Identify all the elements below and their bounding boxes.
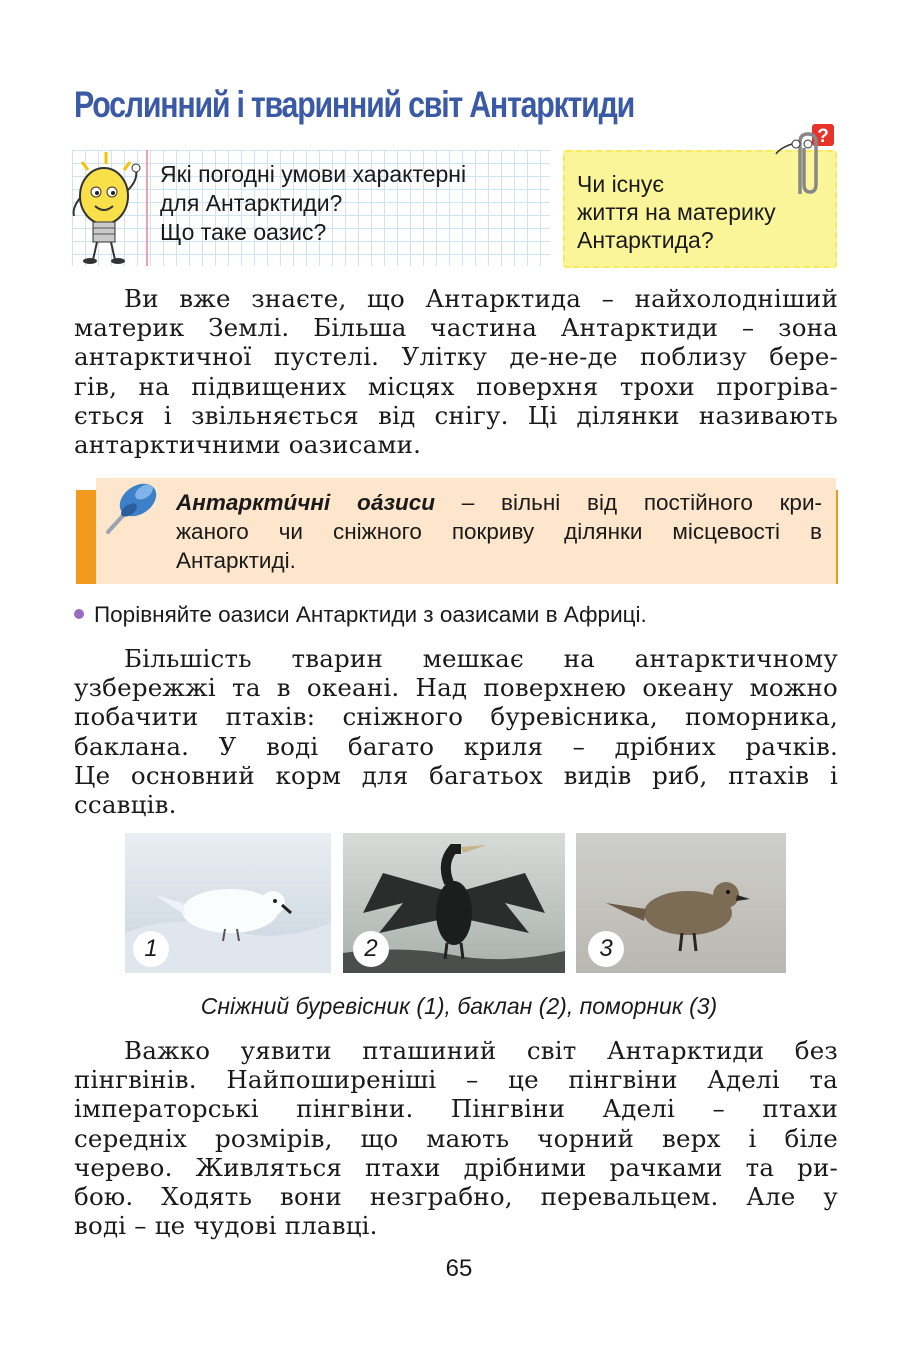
paragraph-penguins — [74, 1036, 838, 1240]
text-line: Більшість тварин мешкає на антарктичному — [124, 644, 838, 673]
definition-rest: – вільні від постійного кри- — [435, 490, 823, 515]
text-line: антарктичними оазисами. — [74, 430, 422, 460]
note-line: Антарктида? — [577, 227, 714, 253]
paperclip-question-icon — [770, 122, 840, 200]
definition-line — [176, 488, 822, 517]
text-line: ється і звільняється від снігу. Ці ділянки називають — [74, 400, 838, 430]
pushpin-icon — [98, 472, 168, 542]
margin-line — [146, 150, 148, 266]
photo-cormorant — [343, 833, 565, 973]
photo-number-badge: 3 — [588, 931, 624, 967]
text-line: баклана. У воді багато криля – дрібних рачків. — [74, 731, 838, 761]
text-line: ссавців. — [74, 790, 177, 820]
task-text: Порівняйте оазиси Антарктиди з оазисами в Африці. — [94, 602, 647, 627]
question-line: Які погодні умови характерні — [160, 161, 467, 187]
questions-text — [160, 160, 466, 247]
definition-text — [176, 488, 822, 575]
text-line: черево. Живляться птахи дрібними рачками та ри- — [74, 1152, 838, 1182]
lightbulb-mascot-icon — [66, 150, 146, 266]
text-line: Це основний корм для багатьох видів риб, птахів і — [74, 760, 838, 790]
photo-skua — [576, 833, 786, 973]
text-line: бою. Ходять вони незграбно, перевальцем. Але у — [74, 1182, 838, 1212]
note-line: життя на материку — [577, 199, 776, 225]
note-text — [577, 170, 776, 254]
text-line: пінгвінів. Найпоширеніші – це пінгвіни Аделі та — [74, 1065, 838, 1095]
definition-line: жаного чи сніжного покриву ділянки місцевості в — [176, 519, 822, 544]
text-line: Важко уявити пташиний світ Антарктиди без — [124, 1036, 838, 1065]
bullet-icon — [74, 609, 84, 619]
text-line: антарктичної пустелі. Улітку де-не-де поблизу бере- — [74, 342, 838, 372]
definition-term: Антаркти́чні оа́зиси — [176, 490, 435, 515]
svg-text:?: ? — [817, 126, 829, 147]
page-number: 65 — [445, 1255, 473, 1282]
text-line: воді – це чудові плавці. — [74, 1211, 378, 1241]
text-line: материк Землі. Більша частина Антарктиди – зона — [74, 313, 838, 343]
text-line: Ви вже знаєте, що Антарктида – найхолодніший — [124, 284, 838, 313]
paragraph-animals — [74, 644, 838, 819]
question-line: Що таке оазис? — [160, 219, 327, 245]
photo-caption: Сніжний буревісник (1), баклан (2), поморник (3) — [200, 993, 718, 1019]
text-line: побачити птахів: сніжного буревісника, поморника, — [74, 702, 838, 732]
text-line: імператорські пінгвіни. Пінгвіни Аделі – птахи — [74, 1094, 838, 1124]
paragraph-intro — [74, 284, 838, 459]
note-line: Чи існує — [577, 171, 665, 197]
photo-snow-petrel — [125, 833, 331, 973]
photo-number-badge: 1 — [133, 931, 169, 967]
question-line: для Антарктиди? — [160, 190, 343, 216]
text-line: узбережжі та в океані. Над поверхнею океану можно — [74, 673, 838, 703]
text-line: гів, на підвищених місцях поверхня трохи прогріва- — [74, 371, 838, 401]
text-line: середніх розмірів, що мають чорний верх і біле — [74, 1123, 838, 1153]
photo-number-badge: 2 — [353, 931, 389, 967]
page-title: Рослинний і тваринний світ Антарктиди — [74, 84, 635, 125]
definition-line: Антарктиді. — [176, 548, 296, 573]
task-item — [74, 602, 647, 628]
